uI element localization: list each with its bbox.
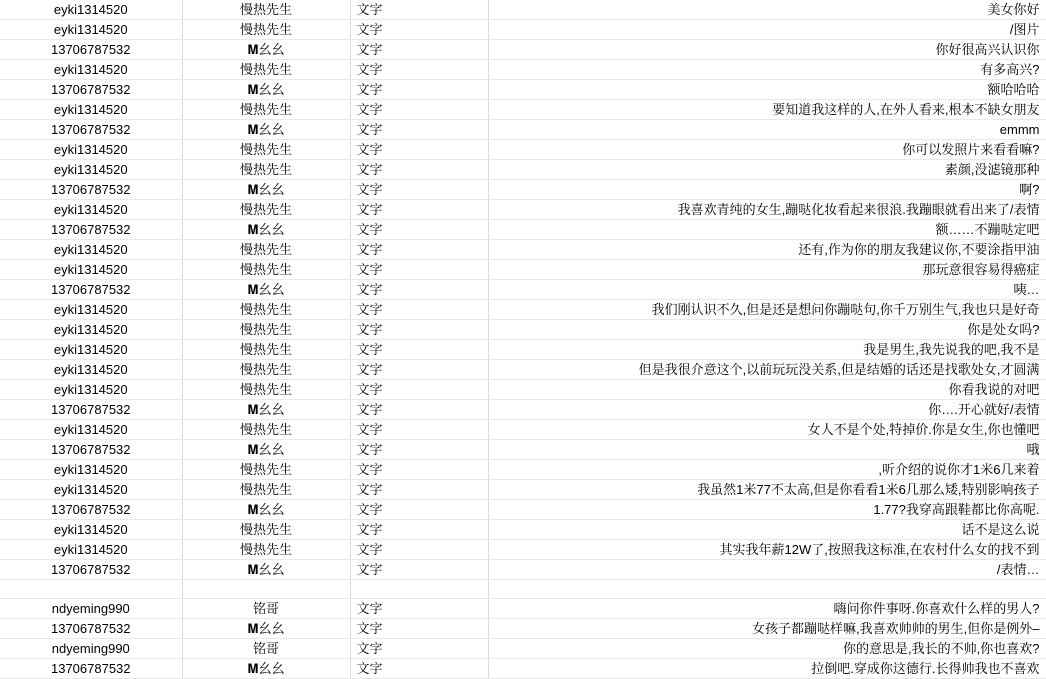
table-row [0, 560, 1046, 580]
table-row [0, 280, 1046, 300]
cell-nickname: 𝐌幺幺 [182, 280, 350, 300]
cell-msg-type: 文字 [350, 180, 488, 200]
cell-msg-type: 文字 [350, 20, 488, 40]
cell-nickname: 𝐌幺幺 [182, 440, 350, 460]
cell-account: 13706787532 [0, 619, 182, 639]
cell-message: 你看我说的对吧 [488, 380, 1046, 400]
cell-msg-type: 文字 [350, 460, 488, 480]
cell-empty [488, 580, 1046, 599]
cell-msg-type: 文字 [350, 200, 488, 220]
cell-msg-type: 文字 [350, 440, 488, 460]
cell-message: 额哈哈哈 [488, 80, 1046, 100]
cell-empty [182, 580, 350, 599]
cell-message: 哦 [488, 440, 1046, 460]
cell-account: 13706787532 [0, 80, 182, 100]
cell-nickname: 慢热先生 [182, 60, 350, 80]
cell-nickname: 慢热先生 [182, 300, 350, 320]
cell-account: eyki1314520 [0, 160, 182, 180]
cell-account: eyki1314520 [0, 340, 182, 360]
table-row [0, 200, 1046, 220]
cell-msg-type: 文字 [350, 659, 488, 679]
cell-message: 咦… [488, 280, 1046, 300]
cell-nickname: 慢热先生 [182, 420, 350, 440]
cell-message: 美女你好 [488, 0, 1046, 20]
cell-account: 13706787532 [0, 440, 182, 460]
table-row [0, 659, 1046, 679]
cell-account: ndyeming990 [0, 599, 182, 619]
cell-msg-type: 文字 [350, 639, 488, 659]
cell-nickname: 慢热先生 [182, 260, 350, 280]
cell-nickname: 慢热先生 [182, 460, 350, 480]
cell-msg-type: 文字 [350, 80, 488, 100]
cell-nickname: 𝐌幺幺 [182, 659, 350, 679]
cell-msg-type: 文字 [350, 520, 488, 540]
cell-message: /图片 [488, 20, 1046, 40]
cell-message: 素颜,没滤镜那种 [488, 160, 1046, 180]
table-row [0, 60, 1046, 80]
cell-account: eyki1314520 [0, 380, 182, 400]
cell-account: 13706787532 [0, 120, 182, 140]
cell-account: eyki1314520 [0, 480, 182, 500]
cell-msg-type: 文字 [350, 360, 488, 380]
cell-account: 13706787532 [0, 560, 182, 580]
cell-nickname: 慢热先生 [182, 140, 350, 160]
cell-msg-type: 文字 [350, 40, 488, 60]
cell-nickname: 铭哥 [182, 639, 350, 659]
cell-message: 你好很高兴认识你 [488, 40, 1046, 60]
cell-message: 话不是这么说 [488, 520, 1046, 540]
table-row [0, 140, 1046, 160]
cell-message: 但是我很介意这个,以前玩玩没关系,但是结婚的话还是找歌处女,才圆满 [488, 360, 1046, 380]
cell-msg-type: 文字 [350, 300, 488, 320]
cell-msg-type: 文字 [350, 140, 488, 160]
cell-msg-type: 文字 [350, 599, 488, 619]
cell-message: 还有,作为你的朋友我建议你,不要涂指甲油 [488, 240, 1046, 260]
cell-account: eyki1314520 [0, 420, 182, 440]
cell-nickname: 慢热先生 [182, 340, 350, 360]
table-row [0, 639, 1046, 659]
table-row [0, 400, 1046, 420]
table-row [0, 40, 1046, 60]
cell-message: 我虽然1米77不太高,但是你看看1米6几那么矮,特别影响孩子 [488, 480, 1046, 500]
cell-account: eyki1314520 [0, 140, 182, 160]
cell-message: 我是男生,我先说我的吧,我不是 [488, 340, 1046, 360]
cell-nickname: 𝐌幺幺 [182, 180, 350, 200]
cell-account: eyki1314520 [0, 240, 182, 260]
table-row-separator [0, 580, 1046, 599]
cell-msg-type: 文字 [350, 160, 488, 180]
cell-account: 13706787532 [0, 659, 182, 679]
cell-msg-type: 文字 [350, 420, 488, 440]
cell-message: 其实我年薪12W了,按照我这标准,在农村什么女的找不到 [488, 540, 1046, 560]
cell-nickname: 慢热先生 [182, 240, 350, 260]
cell-nickname: 慢热先生 [182, 360, 350, 380]
cell-nickname: 𝐌幺幺 [182, 120, 350, 140]
table-row [0, 340, 1046, 360]
cell-account: eyki1314520 [0, 0, 182, 20]
cell-account: eyki1314520 [0, 540, 182, 560]
cell-message: 有多高兴? [488, 60, 1046, 80]
cell-msg-type: 文字 [350, 380, 488, 400]
table-row [0, 480, 1046, 500]
cell-msg-type: 文字 [350, 240, 488, 260]
cell-account: eyki1314520 [0, 100, 182, 120]
cell-message: /表情… [488, 560, 1046, 580]
cell-message: emmm [488, 120, 1046, 140]
cell-account: 13706787532 [0, 500, 182, 520]
cell-msg-type: 文字 [350, 340, 488, 360]
cell-nickname: 𝐌幺幺 [182, 80, 350, 100]
cell-nickname: 𝐌幺幺 [182, 500, 350, 520]
cell-account: eyki1314520 [0, 320, 182, 340]
cell-msg-type: 文字 [350, 540, 488, 560]
cell-account: eyki1314520 [0, 20, 182, 40]
cell-nickname: 慢热先生 [182, 320, 350, 340]
cell-message: 你的意思是,我长的不帅,你也喜欢? [488, 639, 1046, 659]
table-row [0, 540, 1046, 560]
table-row [0, 220, 1046, 240]
cell-msg-type: 文字 [350, 120, 488, 140]
cell-message: 额……不蹦哒定吧 [488, 220, 1046, 240]
cell-account: 13706787532 [0, 220, 182, 240]
cell-nickname: 慢热先生 [182, 480, 350, 500]
cell-account: eyki1314520 [0, 200, 182, 220]
table-row [0, 260, 1046, 280]
cell-nickname: 慢热先生 [182, 20, 350, 40]
cell-account: eyki1314520 [0, 460, 182, 480]
cell-message: 女孩子都蹦哒样嘛,我喜欢帅帅的男生,但你是例外– [488, 619, 1046, 639]
table-row [0, 599, 1046, 619]
cell-msg-type: 文字 [350, 220, 488, 240]
table-row [0, 80, 1046, 100]
cell-msg-type: 文字 [350, 400, 488, 420]
cell-msg-type: 文字 [350, 480, 488, 500]
cell-msg-type: 文字 [350, 560, 488, 580]
cell-message: 嗨问你件事呀.你喜欢什么样的男人? [488, 599, 1046, 619]
cell-account: 13706787532 [0, 280, 182, 300]
cell-message: 要知道我这样的人,在外人看来,根本不缺女朋友 [488, 100, 1046, 120]
table-row [0, 460, 1046, 480]
cell-nickname: 慢热先生 [182, 520, 350, 540]
cell-message: 你可以发照片来看看嘛? [488, 140, 1046, 160]
table-row [0, 380, 1046, 400]
table-row [0, 500, 1046, 520]
cell-message: 你是处女吗? [488, 320, 1046, 340]
cell-msg-type: 文字 [350, 619, 488, 639]
table-row [0, 240, 1046, 260]
cell-message: 女人不是个处,特掉价.你是女生,你也懂吧 [488, 420, 1046, 440]
cell-msg-type: 文字 [350, 0, 488, 20]
table-row [0, 420, 1046, 440]
cell-msg-type: 文字 [350, 500, 488, 520]
cell-message: 你….开心就好/表情 [488, 400, 1046, 420]
table-row [0, 20, 1046, 40]
cell-message: 啊? [488, 180, 1046, 200]
table-row [0, 360, 1046, 380]
table-row [0, 0, 1046, 20]
table-row [0, 180, 1046, 200]
cell-nickname: 𝐌幺幺 [182, 619, 350, 639]
cell-msg-type: 文字 [350, 260, 488, 280]
cell-msg-type: 文字 [350, 100, 488, 120]
cell-msg-type: 文字 [350, 60, 488, 80]
table-row [0, 619, 1046, 639]
cell-nickname: 𝐌幺幺 [182, 560, 350, 580]
cell-nickname: 慢热先生 [182, 200, 350, 220]
cell-account: eyki1314520 [0, 360, 182, 380]
cell-nickname: 𝐌幺幺 [182, 40, 350, 60]
cell-msg-type: 文字 [350, 320, 488, 340]
table-row [0, 320, 1046, 340]
table-row [0, 520, 1046, 540]
cell-msg-type: 文字 [350, 280, 488, 300]
table-row [0, 440, 1046, 460]
cell-nickname: 慢热先生 [182, 0, 350, 20]
cell-message: 我们刚认识不久,但是还是想问你蹦哒句,你千万别生气,我也只是好奇 [488, 300, 1046, 320]
cell-account: 13706787532 [0, 40, 182, 60]
table-row [0, 160, 1046, 180]
cell-nickname: 铭哥 [182, 599, 350, 619]
cell-nickname: 慢热先生 [182, 380, 350, 400]
cell-account: eyki1314520 [0, 300, 182, 320]
cell-message: 那玩意很容易得癌症 [488, 260, 1046, 280]
cell-account: 13706787532 [0, 180, 182, 200]
cell-message: 1.77?我穿高跟鞋都比你高呢. [488, 500, 1046, 520]
cell-message: 拉倒吧.穿成你这德行.长得帅我也不喜欢 [488, 659, 1046, 679]
cell-account: eyki1314520 [0, 260, 182, 280]
table-row [0, 120, 1046, 140]
cell-nickname: 慢热先生 [182, 100, 350, 120]
cell-account: 13706787532 [0, 400, 182, 420]
cell-account: ndyeming990 [0, 639, 182, 659]
table-row [0, 100, 1046, 120]
table-row [0, 300, 1046, 320]
cell-account: eyki1314520 [0, 520, 182, 540]
cell-nickname: 慢热先生 [182, 160, 350, 180]
cell-nickname: 慢热先生 [182, 540, 350, 560]
cell-message: 我喜欢青纯的女生,蹦哒化妆看起来很浪.我蹦眼就看出来了/表情 [488, 200, 1046, 220]
cell-nickname: 𝐌幺幺 [182, 400, 350, 420]
cell-empty [0, 580, 182, 599]
cell-empty [350, 580, 488, 599]
cell-account: eyki1314520 [0, 60, 182, 80]
cell-message: ,听介绍的说你才1米6几来着 [488, 460, 1046, 480]
cell-nickname: 𝐌幺幺 [182, 220, 350, 240]
